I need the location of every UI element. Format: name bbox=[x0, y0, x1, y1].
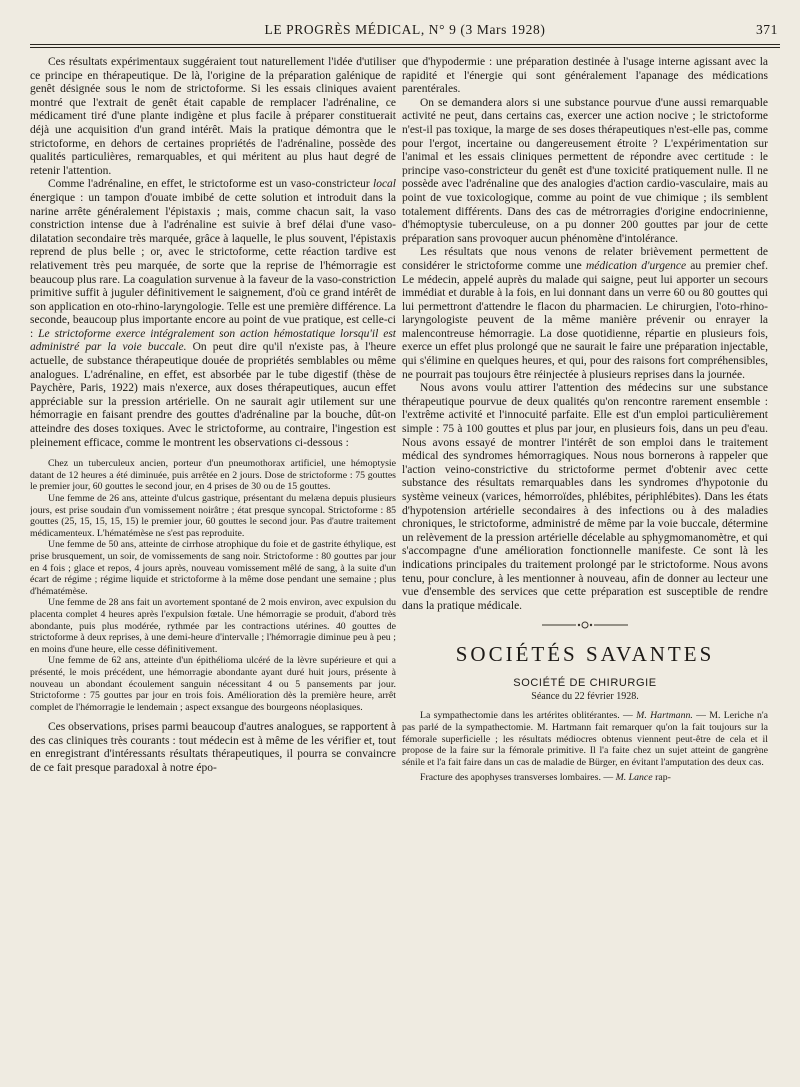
item-title: La sympathectomie dans les artérites oblitérantes. bbox=[420, 710, 620, 722]
case-observation: Une femme de 28 ans fait un avortement spontané de 2 mois environ, avec expulsion du placenta complet 4 heures après l'expulsion fœtale. Une hémorragie se produit, d'abord très abondante, puis plus modérée, rythmée par les contractions utérines. 40 gouttes de strictoforme à deux reprises, à une demi-heure d'intervalle ; l'hémorragie diminue peu à peu ; en moins d'une heure, elle cesse définitivement. bbox=[30, 597, 396, 655]
paragraph: Ces observations, prises parmi beaucoup d'autres analogues, se rapportent à des cas cliniques très courants : tout médecin est à même de les vérifier et, tout en enregistrant d'intéressants résultats thérapeutiques, il pourra se convaincre de ce fait presque paradoxal à notre épo- bbox=[30, 721, 396, 775]
section-ornament bbox=[402, 619, 768, 634]
case-observation: Une femme de 50 ans, atteinte de cirrhose atrophique du foie et de gastrite éthylique, est prise brusquement, un soir, de vomissements de sang noir. Strictoforme : 80 gouttes par jour en 4 fois ; glace et repos, 4 jours après, nouveau vomissement mêlé de sang, à la suite d'un écart de régime ; régime liquide et strictoforme à la même dose pendant une semaine ; plus d'hématémèse. bbox=[30, 539, 396, 597]
header-rule-bottom bbox=[30, 47, 780, 48]
text-run: On peut dire qu'il n'existe pas, à l'heure actuelle, de substance thérapeutique douée de propriétés semblables ou même analogues. L'adrénaline, en effet, est absorbée par le tube digestif (thèse de Paychère, Paris, 1922) mais n'exerce, aux doses thérapeutiques, aucun effet appréciable sur la pression artérielle. On ne saurait agir utilement sur une hémorragie en faisant prendre des gouttes d'adrénaline par la bouche, dût-on atteindre des doses toxiques. Avec le strictoforme, au contraire, l'ingestion est pleinement efficace, comme le montrent les observations ci-dessous : bbox=[30, 341, 396, 449]
text-run: rap- bbox=[652, 772, 671, 784]
case-observation: Une femme de 26 ans, atteinte d'ulcus gastrique, présentant du melæna depuis plusieurs jours, est prise soudain d'un vomissement noirâtre ; état presque syncopal. Strictoforme : 85 gouttes (25, 15, 15, 15, 15) le premier jour, 60 gouttes le second jour. Pas d'autre traitement médicamenteux. L'hématémèse ne s'est pas reproduite. bbox=[30, 493, 396, 539]
text-run: — M. Leriche n'a pas parlé de la sympathectomie. M. Hartmann fait remarquer qu'on la fait toujours sur la fémorale superficielle ; les résultats médiocres obtenus viennent peut-être de cela et il propose de la faire sur la fémorale primitive. Il l'a faite chez un sujet atteint de gangrène sénile et l'a fait faire dans un cas de maladie de Bürger, en évitant l'amputation des deux cas. bbox=[402, 710, 768, 768]
header-rule-top bbox=[30, 44, 780, 45]
item-author: M. Hartmann. bbox=[636, 710, 693, 722]
page-number: 371 bbox=[755, 22, 778, 37]
paragraph bbox=[402, 246, 768, 382]
section-title: SOCIÉTÉS SAVANTES bbox=[455, 642, 715, 667]
running-title: LE PROGRÈS MÉDICAL, N° 9 (3 Mars 1928) bbox=[264, 22, 546, 37]
paragraph: que d'hypodermie : une préparation destinée à l'usage interne agissant avec la rapidité et l'énergie qui sont généralement l'apanage des médications parentérales. bbox=[402, 56, 768, 96]
italic-text: médication d'urgence bbox=[585, 259, 687, 272]
paragraph: On se demandera alors si une substance pourvue d'une aussi remarquable activité ne peut, dans certains cas, exercer une action nocive ; le strictoforme n'est-il pas toxique, la marge de ses doses thérapeutiques n'est-elle pas, comme pour l'ergot, incertaine ou dangereusement étroite ? L'expérimentation sur l'animal et les essais cliniques permettent de répondre avec certitude : le principe vaso-constricteur du genêt est d'une toxicité pratiquement nulle. Il ne possède avec l'adrénaline que des analogies d'action cardio-vasculaire, mais au point de vue toxicologique, comme au point de vue chimique ; ils semblent totalement différents. Dans des cas de métrorragies d'origine endocrinienne, d'hémoptysie tuberculeuse, on a pu donner 200 gouttes par jour de cette préparation sans provoquer aucun phénomène d'intolérance. bbox=[402, 96, 768, 245]
case-observation: Chez un tuberculeux ancien, porteur d'un pneumothorax artificiel, une hémoptysie datant de 12 heures a été diminuée, puis arrêtée en 2 jours. Dose de strictoforme : 75 gouttes le premier jour, 60 gouttes le second jour, en 4 prises de 30 ou de 15 gouttes. bbox=[30, 458, 396, 493]
running-head bbox=[30, 22, 780, 42]
paragraph: Nous avons voulu attirer l'attention des médecins sur une substance thérapeutique pourvue de deux qualités qu'on rencontre rarement ensemble : l'extrême activité et l'innocuité parfaite. Elle est d'un emploi particulièrement simple : 75 à 100 gouttes et plus par jour, en plusieurs fois, dans un peu d'eau. Nous avons essayé de montrer l'intérêt de son emploi dans le traitement médical des syndromes hémorragiques. Nous nous bornerons à rappeler que l'action veino-constrictive du strictoforme permet d'obtenir avec cette substance des résultats remarquables dans les syndromes d'hypotonie du système veineux (varices, hémorroïdes, phlébites, périphlébites). Dans les états d'hypotension artérielle secondaires à des infections ou à des maladies chroniques, le strictoforme, administré de même par la voie buccale, détermine un relèvement de la pression artérielle décelable au sphygmomanomètre, et qui s'accompagne d'une amélioration fonctionnelle manifeste. Ce sont là les indications principales du traitement prolongé par le strictoforme. Nous avons tenu, pour conclure, à les mentionner à nouveau, afin de donner au lecteur une vue d'ensemble des services que cette préparation est susceptible de rendre dans la pratique médicale. bbox=[402, 382, 768, 612]
item-title: Fracture des apophyses transverses lombaires. bbox=[420, 772, 601, 784]
seance-date: Séance du 22 février 1928. bbox=[531, 691, 639, 703]
text-run: au premier chef. Le médecin, appelé auprès du malade qui saigne, peut lui apporter un secours immédiat et durable à la fois, en lui donnant dans un verre 60 ou 80 gouttes qui lui permettront d'attendre le flacon du pharmacien. Le chirurgien, l'oto-rhino-laryngologiste peuvent de la même manière prévenir ou enrayer la malencontreuse hémorragie. La dose quotidienne, répartie en plusieurs fois, exerce un effet plus prolongé que ne saurait le faire une préparation injectable, qui s'élimine en quelques heures, et qui, pour des raisons fort compréhensibles, ne pourrait pas toujours être réinjectée à plusieurs reprises dans la journée. bbox=[402, 259, 768, 381]
item-author: M. Lance bbox=[615, 772, 653, 784]
ornament-flourish bbox=[540, 620, 630, 630]
text-run: énergique : un tampon d'ouate imbibé de cette solution et introduit dans la narine arrête généralement l'épistaxis ; mais, comme chacun sait, la vaso constriction intense due à l'adrénaline est suivie à bref délai d'une vaso-dilatation secondaire très marquée, grâce à laquelle, le plus souvent, l'épistaxis reprend de plus belle ; or, avec le strictoforme, cette réaction tardive est relativement très peu marquée, de sorte que la reprise de l'hémorragie est beaucoup plus rare. La coagulation survenue à la faveur de la vaso-constriction primitive suffit à juguler définitivement le saignement, d'où ce grand intérêt de son application en oto-rhino-laryngologie. Telle est une première différence. La seconde, beaucoup plus importante encore au point de vue pratique, est celle-ci : bbox=[30, 191, 396, 340]
case-observation: Une femme de 62 ans, atteinte d'un épithélioma ulcéré de la lèvre supérieure et qui a présenté, le mois précédent, une hémorragie abondante ayant duré huit jours, présente à nouveau un abondant écoulement sanguin nécessitant 4 ou 5 pansements par jour. Strictoforme : 75 gouttes par jour en trois fois. Amélioration dès la première heure, arrêt complet de l'hémorragie le lendemain ; aspect exsangue des bourgeons néoplasiques. bbox=[30, 655, 396, 713]
paragraph: Ces résultats expérimentaux suggéraient tout naturellement l'idée d'utiliser ce principe en thérapeutique. De là, l'origine de la préparation galénique de genêt désignée sous le nom de strictoforme. Si les essais cliniques avaient montré que l'extrait de genêt était capable de remplacer l'adrénaline, ce médicament tiré d'une plante indigène et plus facile à préparer constituerait déjà une acquisition d'un grand intérêt. Mais la pratique démontra que le strictoforme, en dehors de certaines propriétés de l'adrénaline, possède des qualités particulières, remarquables, et qui méritent au plus haut degré de retenir l'attention. bbox=[30, 56, 396, 177]
italic-text: local bbox=[373, 178, 396, 191]
session-item: Fracture des apophyses transverses lombaires. — M. Lance rap- bbox=[420, 772, 671, 784]
left-column bbox=[30, 56, 396, 1084]
italic-text: Le strictoforme exerce intégralement son action hémostatique lorsqu'il est administré par la voie buccale. bbox=[30, 327, 396, 354]
text-run: Les résultats que nous venons de relater brièvement permettent de considérer le strictoforme comme une bbox=[402, 246, 768, 272]
session-item: La sympathectomie dans les artérites oblitérantes. — M. Hartmann. — M. Leriche n'a pas parlé de la sympathectomie. M. Hartmann fait remarquer qu'on la fait toujours sur la fémorale superficielle ; les résultats médiocres obtenus viennent peut-être de cela et il propose de la faire sur la fémorale primitive. Il l'a faite chez un sujet atteint de gangrène sénile et l'a fait faire dans un cas de maladie de Bürger, en évitant l'amputation des deux cas. bbox=[402, 710, 768, 768]
right-column bbox=[402, 56, 768, 1084]
text-run: Comme l'adrénaline, en effet, le strictoforme est un vaso-constricteur bbox=[48, 178, 373, 191]
paragraph bbox=[30, 178, 396, 450]
society-heading: SOCIÉTÉ DE CHIRURGIE bbox=[513, 677, 657, 690]
